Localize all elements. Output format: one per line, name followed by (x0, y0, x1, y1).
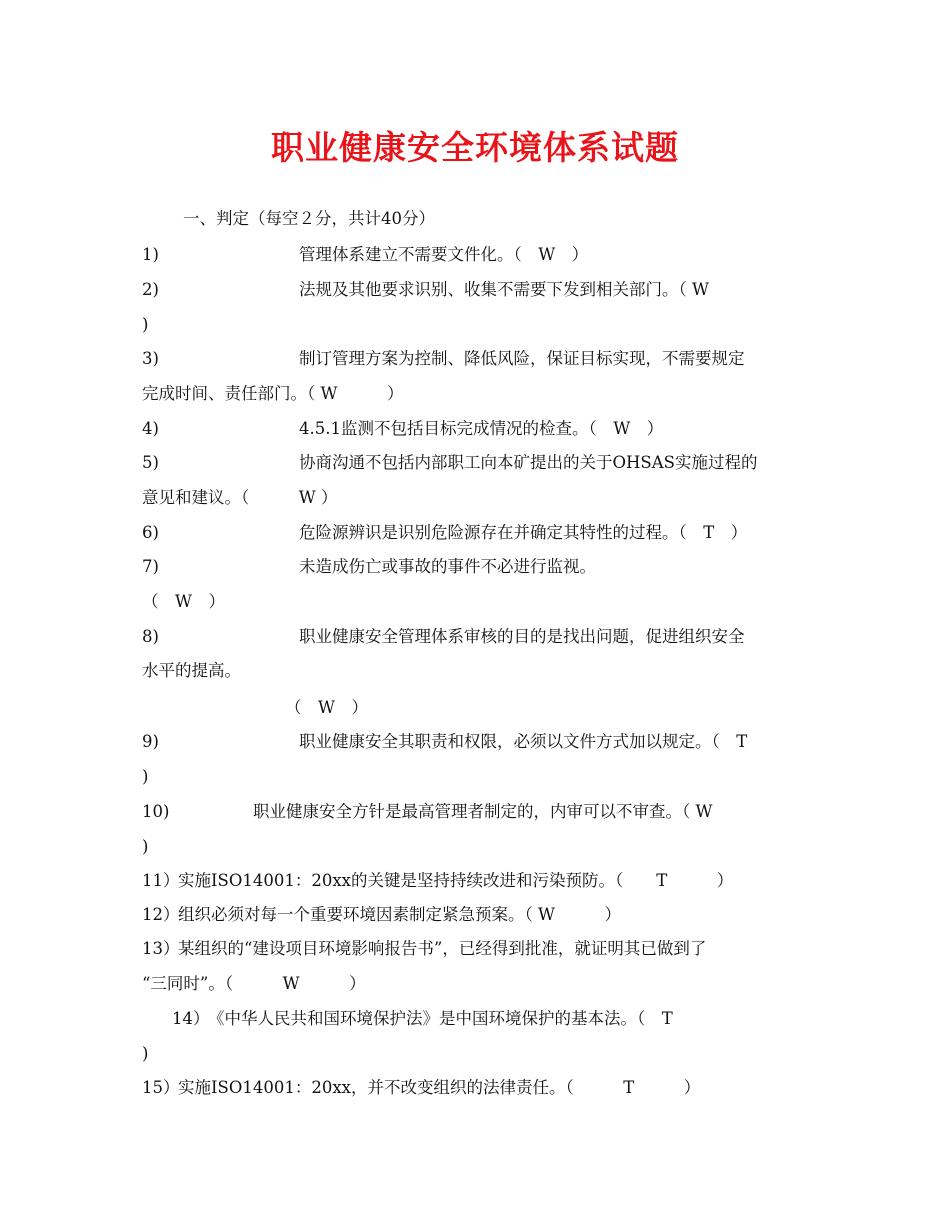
item-3-number: 3) (142, 349, 159, 368)
item-2-text-cont: ) (142, 315, 149, 334)
section-heading: 一、判定（每空２分，共计40分） (183, 209, 435, 228)
item-8-number: 8) (142, 627, 159, 646)
item-14-text: 《中华人民共和国环境保护法》是中国环境保护的基本法。（ T (208, 1009, 673, 1028)
item-7-text-cont: （ W ） (142, 592, 225, 611)
item-6-text: 危险源辨识是识别危险源存在并确定其特性的过程。（ T ） (299, 523, 748, 542)
item-5-text: 协商沟通不包括内部职工向本矿提出的关于OHSAS实施过程的 (299, 453, 758, 472)
item-10-text: 职业健康安全方针是最高管理者制定的，内审可以不审查。（ W (253, 802, 713, 821)
item-3-text: 制订管理方案为控制、降低风险，保证目标实现，不需要规定 (299, 349, 745, 368)
item-7-text: 未造成伤亡或事故的事件不必进行监视。 (299, 557, 596, 576)
item-5-number: 5) (142, 453, 159, 472)
item-4-number: 4) (142, 419, 159, 438)
item-2-text: 法规及其他要求识别、收集不需要下发到相关部门。（ W (299, 280, 709, 299)
item-14-number: 14） (172, 1009, 210, 1028)
item-8-text-cont: 水平的提高。 (142, 661, 241, 680)
item-13-number: 13） (142, 939, 180, 958)
item-2-number: 2) (142, 280, 159, 299)
item-11-text: 实施ISO14001：20xx的关键是坚持持续改进和污染预防。（ T ） (178, 871, 734, 890)
item-8-text: 职业健康安全管理体系审核的目的是找出问题，促进组织安全 (299, 627, 745, 646)
item-10-text-cont: ) (142, 837, 149, 856)
item-6-number: 6) (142, 523, 159, 542)
item-14-text-cont: ) (142, 1044, 149, 1063)
item-10-number: 10) (142, 802, 170, 821)
item-11-number: 11） (142, 871, 180, 890)
document-title: 职业健康安全环境体系试题 (271, 128, 679, 167)
item-12-number: 12） (142, 905, 180, 924)
item-1-number: 1) (142, 245, 159, 264)
item-4-text: 4.5.1监测不包括目标完成情况的检查。（ W ） (299, 419, 664, 438)
item-3-text-cont: 完成时间、责任部门。（ W ） (142, 384, 404, 403)
item-7-number: 7) (142, 557, 159, 576)
item-15-number: 15） (142, 1078, 180, 1097)
item-9-text: 职业健康安全其职责和权限，必须以文件方式加以规定。（ T (299, 732, 748, 751)
item-13-text: 某组织的“建设项目环境影响报告书”，已经得到批准，就证明其已做到了 (178, 939, 707, 958)
item-15-text: 实施ISO14001：20xx，并不改变组织的法律责任。（ T ） (178, 1078, 701, 1097)
item-9-text-cont: ) (142, 767, 149, 786)
item-8-answer: （ W ） (285, 698, 368, 717)
item-13-text-cont: “三同时”。（ W ） (142, 974, 366, 993)
item-1-text: 管理体系建立不需要文件化。（ W ） (299, 245, 589, 264)
item-9-number: 9) (142, 732, 159, 751)
item-5-text-cont: 意见和建议。（ W ） (142, 488, 338, 507)
item-12-text: 组织必须对每一个重要环境因素制定紧急预案。（ W ） (178, 905, 621, 924)
